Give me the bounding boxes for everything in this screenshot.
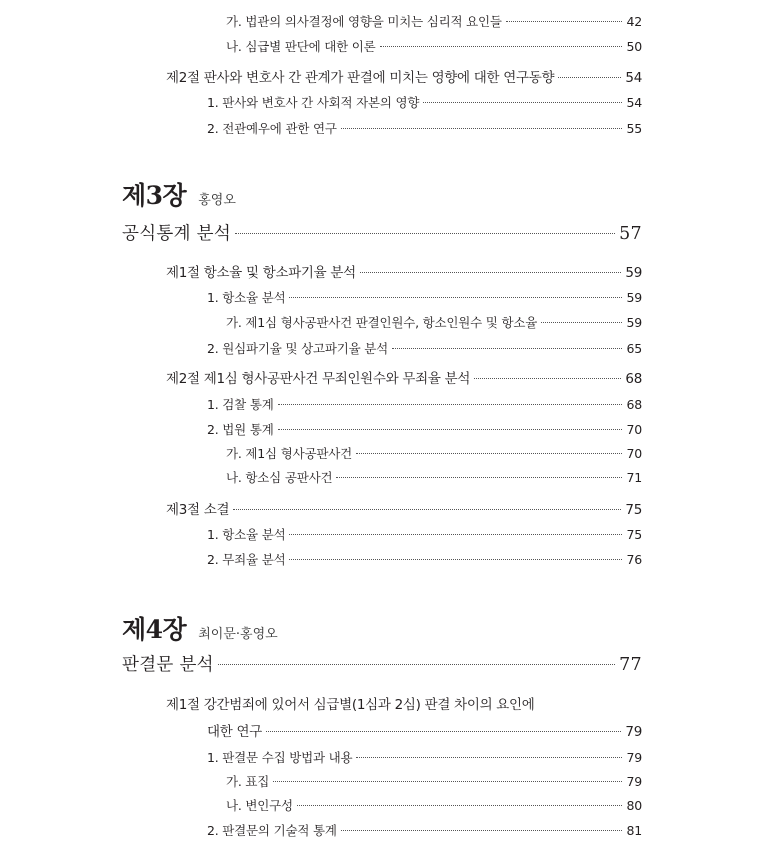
toc-entry-title: 1. 판결문 수집 방법과 내용 bbox=[207, 750, 353, 765]
chapter-title-entry[interactable] bbox=[122, 220, 642, 245]
toc-entry-title: 2. 전관예우에 관한 연구 bbox=[207, 121, 337, 136]
dot-leader bbox=[278, 404, 623, 405]
toc-entry[interactable] bbox=[207, 420, 642, 438]
toc-entry-title: 1. 판사와 변호사 간 사회적 자본의 영향 bbox=[207, 95, 420, 110]
toc-entry-page: 70 bbox=[626, 422, 642, 437]
chapter-title: 판결문 분석 bbox=[122, 655, 214, 675]
dot-leader bbox=[289, 297, 622, 298]
toc-entry[interactable] bbox=[207, 525, 642, 543]
dot-leader bbox=[380, 46, 623, 47]
toc-entry-page: 54 bbox=[626, 95, 642, 110]
chapter-page: 77 bbox=[619, 655, 642, 675]
toc-entry[interactable] bbox=[226, 772, 642, 790]
dot-leader bbox=[423, 102, 622, 103]
toc-entry-title: 나. 심급별 판단에 대한 이론 bbox=[226, 39, 376, 54]
toc-entry-title: 가. 제1심 형사공판사건 bbox=[226, 446, 352, 461]
toc-entry[interactable] bbox=[226, 37, 642, 55]
toc-section-title: 제2절 제1심 형사공판사건 무죄인원수와 무죄율 분석 bbox=[166, 371, 471, 387]
chapter-title: 공식통계 분석 bbox=[122, 224, 232, 244]
toc-section-title[interactable]: 제1절 강간범죄에 있어서 심급별(1심과 2심) 판결 차이의 요인에 bbox=[166, 697, 535, 713]
dot-leader bbox=[266, 731, 621, 732]
toc-entry-title: 2. 법원 통계 bbox=[207, 422, 274, 437]
toc-entry[interactable] bbox=[207, 395, 642, 413]
toc-entry-page: 76 bbox=[626, 552, 642, 567]
toc-entry-title: 1. 항소율 분석 bbox=[207, 290, 286, 305]
dot-leader bbox=[356, 757, 622, 758]
toc-section[interactable] bbox=[166, 367, 642, 387]
toc-entry-page: 65 bbox=[626, 341, 642, 356]
toc-entry-title: 2. 원심파기율 및 상고파기율 분석 bbox=[207, 341, 388, 356]
toc-section[interactable] bbox=[166, 261, 642, 281]
chapter-title-entry[interactable] bbox=[122, 651, 642, 676]
toc-entry[interactable] bbox=[207, 550, 642, 568]
toc-entry-page: 79 bbox=[626, 750, 642, 765]
toc-entry-title: 나. 변인구성 bbox=[226, 798, 293, 813]
chapter-page: 57 bbox=[619, 224, 642, 244]
dot-leader bbox=[289, 534, 622, 535]
dot-leader bbox=[341, 128, 623, 129]
chapter-number: 제4장 bbox=[122, 615, 187, 644]
toc-entry[interactable] bbox=[207, 119, 642, 137]
dot-leader bbox=[474, 378, 621, 379]
toc-entry-title: 나. 항소심 공판사건 bbox=[226, 470, 333, 485]
toc-section-title: 제1절 항소율 및 항소파기율 분석 bbox=[166, 265, 356, 281]
toc-entry-title: 가. 표집 bbox=[226, 774, 270, 789]
toc-section-page: 59 bbox=[625, 265, 642, 281]
chapter-author: 최이문·홍영오 bbox=[198, 627, 278, 642]
toc-entry-page: 79 bbox=[626, 774, 642, 789]
toc-entry[interactable] bbox=[207, 93, 642, 111]
dot-leader bbox=[273, 781, 622, 782]
toc-entry[interactable] bbox=[226, 444, 642, 462]
dot-leader bbox=[356, 453, 623, 454]
toc-entry-title: 2. 판결문의 기술적 통계 bbox=[207, 823, 337, 838]
toc-entry-page: 70 bbox=[626, 446, 642, 461]
toc-section-title: 대한 연구 bbox=[207, 724, 262, 740]
toc-section-title: 제2절 판사와 변호사 간 관계가 판결에 미치는 영향에 대한 연구동향 bbox=[166, 70, 555, 86]
chapter-heading bbox=[122, 176, 236, 212]
dot-leader bbox=[235, 233, 615, 234]
toc-entry[interactable] bbox=[207, 339, 642, 357]
toc-entry-page: 55 bbox=[626, 121, 642, 136]
toc-entry[interactable] bbox=[226, 12, 642, 30]
toc-entry[interactable] bbox=[207, 288, 642, 306]
toc-entry-title: 2. 무죄율 분석 bbox=[207, 552, 286, 567]
toc-entry-page: 42 bbox=[626, 14, 642, 29]
toc-entry-page: 59 bbox=[626, 290, 642, 305]
toc-entry-page: 71 bbox=[626, 470, 642, 485]
dot-leader bbox=[392, 348, 622, 349]
dot-leader bbox=[341, 830, 623, 831]
chapter-heading bbox=[122, 610, 278, 646]
toc-entry-page: 80 bbox=[626, 798, 642, 813]
toc-section[interactable] bbox=[166, 498, 642, 518]
toc-section-page: 79 bbox=[625, 724, 642, 740]
toc-entry-title: 가. 법관의 의사결정에 영향을 미치는 심리적 요인들 bbox=[226, 14, 502, 29]
dot-leader bbox=[218, 664, 615, 665]
dot-leader bbox=[541, 322, 622, 323]
dot-leader bbox=[506, 21, 623, 22]
toc-entry[interactable] bbox=[226, 468, 642, 486]
toc-section[interactable] bbox=[207, 720, 642, 740]
dot-leader bbox=[289, 559, 622, 560]
toc-entry[interactable] bbox=[226, 796, 642, 814]
toc-entry-title: 가. 제1심 형사공판사건 판결인원수, 항소인원수 및 항소율 bbox=[226, 315, 538, 330]
toc-section-page: 54 bbox=[625, 70, 642, 86]
dot-leader bbox=[278, 429, 623, 430]
toc-section-title: 제3절 소결 bbox=[166, 502, 230, 518]
toc-entry-page: 50 bbox=[626, 39, 642, 54]
toc-entry-title: 1. 항소율 분석 bbox=[207, 527, 286, 542]
toc-entry[interactable] bbox=[226, 313, 642, 331]
dot-leader bbox=[233, 509, 621, 510]
dot-leader bbox=[336, 477, 622, 478]
toc-section-page: 75 bbox=[625, 502, 642, 518]
toc-entry-page: 59 bbox=[626, 315, 642, 330]
toc-entry-page: 81 bbox=[626, 823, 642, 838]
dot-leader bbox=[297, 805, 623, 806]
toc-entry[interactable] bbox=[207, 748, 642, 766]
toc-section-page: 68 bbox=[625, 371, 642, 387]
chapter-author: 홍영오 bbox=[198, 193, 236, 208]
toc-section[interactable] bbox=[166, 66, 642, 86]
dot-leader bbox=[360, 272, 622, 273]
toc-entry-page: 75 bbox=[626, 527, 642, 542]
toc-entry-page: 68 bbox=[626, 397, 642, 412]
dot-leader bbox=[558, 77, 621, 78]
toc-entry-title: 1. 검찰 통계 bbox=[207, 397, 274, 412]
toc-entry[interactable] bbox=[207, 821, 642, 839]
chapter-number: 제3장 bbox=[122, 181, 187, 210]
